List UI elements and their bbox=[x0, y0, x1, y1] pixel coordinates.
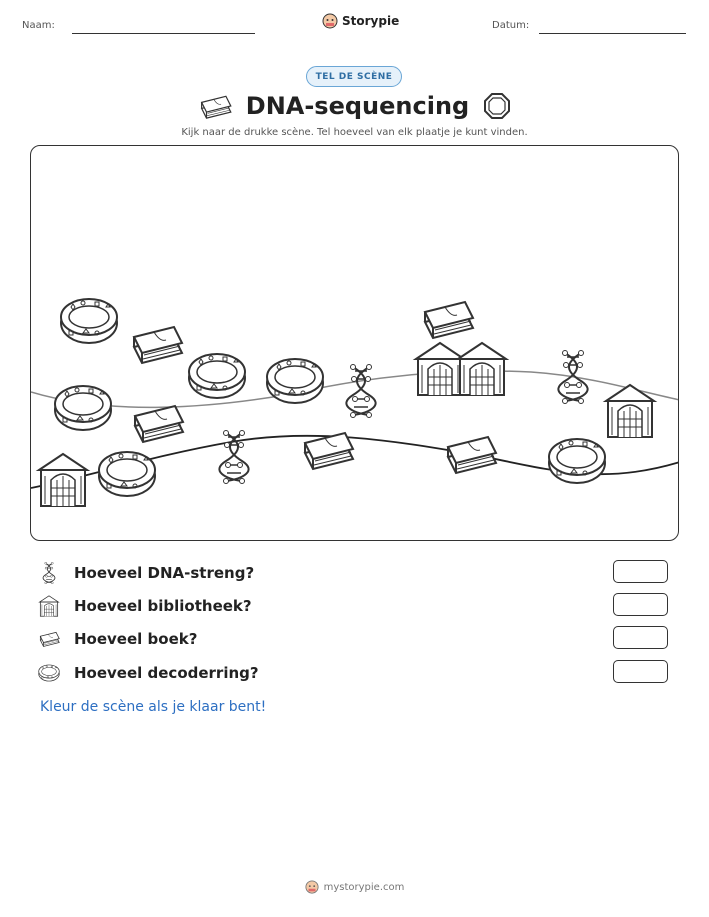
stop-sign-icon bbox=[483, 92, 511, 120]
instructions: Kijk naar de drukke scène. Tel hoeveel van elk plaatje je kunt vinden. bbox=[181, 127, 528, 138]
decoder-ring bbox=[55, 386, 111, 430]
counting-scene[interactable] bbox=[30, 145, 679, 541]
scene-illustration bbox=[31, 146, 679, 541]
question-text: Hoeveel DNA-streng? bbox=[74, 564, 255, 582]
brand-name: Storypie bbox=[342, 14, 400, 28]
answer-box[interactable] bbox=[613, 560, 668, 583]
date-line[interactable] bbox=[539, 33, 686, 34]
dna-strand bbox=[219, 431, 248, 484]
book bbox=[448, 437, 496, 473]
name-label: Naam: bbox=[22, 20, 55, 31]
question-text: Hoeveel bibliotheek? bbox=[74, 597, 252, 615]
question-row bbox=[38, 660, 678, 686]
date-label: Datum: bbox=[492, 20, 530, 31]
library bbox=[458, 343, 506, 395]
coloring-instruction: Kleur de scène als je klaar bent! bbox=[40, 699, 267, 715]
name-line[interactable] bbox=[72, 33, 255, 34]
footer-url[interactable]: mystorypie.com bbox=[323, 881, 405, 893]
answer-box[interactable] bbox=[613, 660, 668, 683]
storypie-logo bbox=[322, 13, 399, 29]
storypie-mascot-icon bbox=[322, 13, 338, 29]
question-text: Hoeveel boek? bbox=[74, 630, 198, 648]
question-row bbox=[38, 626, 678, 652]
dna-strand-icon bbox=[38, 562, 60, 584]
question-row bbox=[38, 593, 678, 619]
question-text: Hoeveel decoderring? bbox=[74, 664, 259, 682]
answer-box[interactable] bbox=[613, 626, 668, 649]
decoder-ring bbox=[61, 299, 117, 343]
decoder-ring bbox=[99, 452, 155, 496]
decoder-ring bbox=[267, 359, 323, 403]
book-icon bbox=[38, 628, 60, 650]
decoder-ring bbox=[189, 354, 245, 398]
question-row bbox=[38, 560, 678, 586]
page-title: DNA-sequencing bbox=[245, 92, 470, 120]
book bbox=[425, 302, 473, 338]
section-badge: TEL DE SCÈNE bbox=[306, 66, 402, 87]
footer bbox=[0, 880, 709, 894]
library bbox=[39, 454, 87, 506]
decoder-ring-icon bbox=[38, 662, 60, 684]
decoder-ring bbox=[549, 439, 605, 483]
book-icon bbox=[198, 93, 232, 119]
title-row bbox=[0, 92, 709, 120]
library bbox=[416, 343, 464, 395]
answer-box[interactable] bbox=[613, 593, 668, 616]
dna-strand bbox=[346, 365, 375, 418]
library-icon bbox=[38, 595, 60, 617]
book bbox=[134, 327, 182, 363]
storypie-mascot-icon bbox=[305, 880, 319, 894]
book bbox=[305, 433, 353, 469]
book bbox=[135, 406, 183, 442]
